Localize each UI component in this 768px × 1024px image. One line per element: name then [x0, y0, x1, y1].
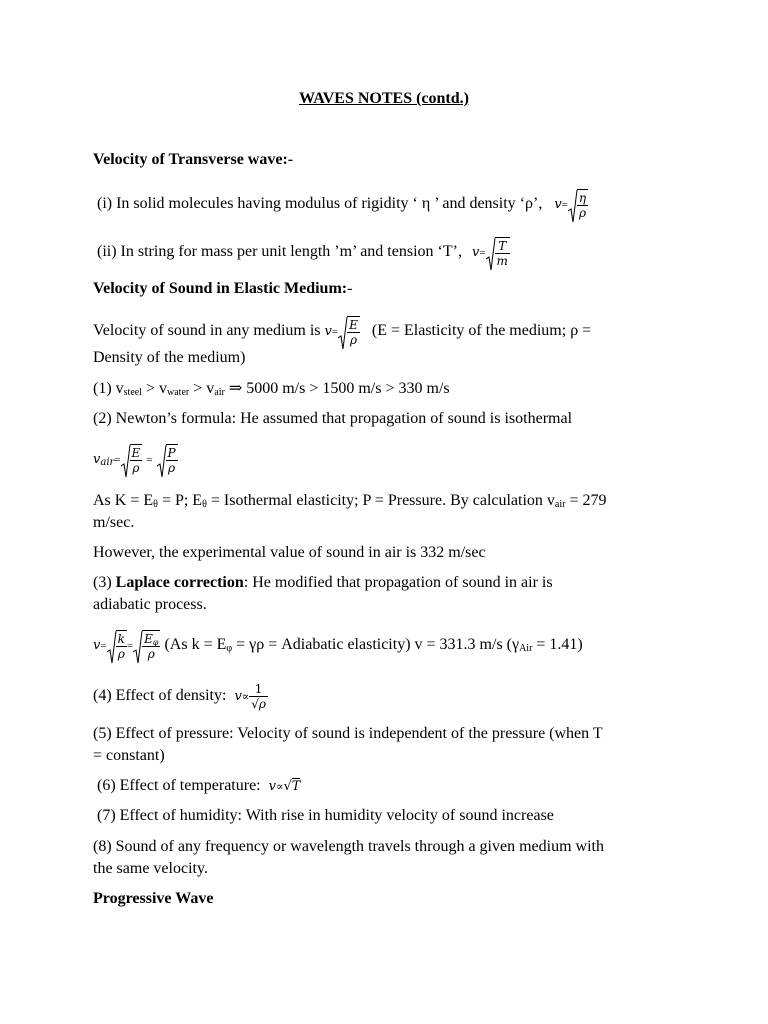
frac-num-E: E: [349, 318, 358, 332]
transverse-heading-text: Velocity of Transverse wave: [93, 151, 283, 168]
sub-phi: φ: [226, 643, 233, 655]
formula-eq: =: [100, 640, 107, 653]
sqrt-symbol: [121, 444, 143, 475]
formula-T: T: [291, 779, 301, 794]
formula-v: v: [471, 245, 480, 261]
formula-t-m: [471, 239, 510, 268]
point-3-prefix: (3): [93, 574, 116, 591]
formula-eq: =: [146, 454, 153, 467]
elastic-heading-suffix: -: [347, 280, 353, 297]
formula-eq: =: [331, 326, 339, 339]
transverse-item-1-text: (i) In solid molecules having modulus of rigidity ‘ η ’ and density ‘ρ’,: [97, 195, 543, 213]
point-6: [97, 775, 677, 798]
sqrt-symbol: [568, 189, 588, 220]
point-4: [93, 682, 673, 711]
transverse-heading: [93, 149, 673, 171]
newton-as-a: As K = E: [93, 492, 154, 509]
formula-v: v: [268, 779, 276, 794]
laplace-b: = γρ = Adiabatic elasticity) v = 331.3 m/s (γ: [232, 636, 520, 654]
progressive-wave-heading: Progressive Wave: [93, 890, 214, 907]
sqrt-symbol: [338, 316, 360, 347]
point-1-rest: ⇒ 5000 m/s > 1500 m/s > 330 m/s: [224, 380, 450, 397]
elastic-line-1: [93, 316, 673, 347]
point-3-line-2: adiabatic process.: [93, 596, 207, 613]
formula-eq: =: [126, 640, 134, 653]
point-3: [93, 572, 673, 594]
formula-temperature: [269, 777, 301, 794]
formula-eq: =: [561, 199, 568, 212]
point-6-text: (6) Effect of temperature:: [97, 777, 261, 794]
frac-phi-sub: φ: [152, 638, 159, 647]
point-5-line-1: (5) Effect of pressure: Velocity of sound is independent of the pressure (when T: [93, 725, 603, 742]
elastic-heading: [93, 278, 673, 300]
sub-theta: θ: [202, 499, 207, 510]
formula-e-rho: [324, 318, 364, 347]
sub-air-cap: Air: [519, 643, 533, 655]
point-8-line-1: (8) Sound of any frequency or wavelength travels through a given medium with: [93, 838, 604, 855]
frac-den-rho: ρ: [349, 333, 358, 347]
sqrt-symbol: [157, 444, 178, 475]
transverse-heading-suffix: :-: [282, 151, 294, 168]
point-4-text: (4) Effect of density:: [93, 687, 227, 705]
sub-steel: steel: [123, 387, 142, 398]
formula-air-sub: air: [100, 457, 115, 469]
frac-num-T: T: [495, 239, 510, 254]
frac-num-k: k: [117, 632, 125, 646]
newton-formula: [93, 444, 673, 475]
formula-v: v: [93, 638, 101, 654]
elastic-line-1-suffix: (E = Elasticity of the medium; ρ =: [371, 322, 592, 340]
sqrt-symbol: [107, 630, 127, 661]
frac-den-rho: ρ: [578, 206, 587, 220]
point-1-gt-1: > v: [141, 380, 168, 397]
newton-as-line-2: m/sec.: [93, 514, 135, 531]
newton-as-c: = Isothermal elasticity; P = Pressure. By calculation v: [206, 492, 555, 509]
transverse-item-2: [97, 237, 677, 268]
experimental-value: However, the experimental value of sound in air is 332 m/sec: [93, 544, 486, 561]
elastic-line-1-prefix: Velocity of sound in any medium is: [93, 322, 321, 340]
sub-air: air: [554, 499, 566, 510]
frac-num-P: P: [167, 446, 176, 460]
point-1: [93, 378, 673, 400]
newton-as-line-1: [93, 490, 673, 512]
point-2: (2) Newton’s formula: He assumed that propagation of sound is isothermal: [93, 410, 573, 427]
newton-as-b: = P; E: [157, 492, 203, 509]
frac-den-m: m: [496, 254, 508, 268]
frac-num-one: 1: [249, 682, 268, 697]
formula-sqrt-sym: √: [283, 779, 292, 794]
frac-num-E-phi: E: [144, 632, 153, 646]
frac-num-eta: η: [578, 191, 587, 205]
formula-v: v: [554, 197, 562, 213]
formula-eta-rho: [554, 191, 588, 220]
laplace-a: (As k = E: [164, 636, 227, 654]
formula-eq: =: [479, 247, 486, 260]
elastic-line-2: Density of the medium): [93, 349, 246, 366]
page-title: WAVES NOTES (contd.): [299, 90, 469, 107]
frac-den-rho: ρ: [147, 647, 155, 661]
frac-num-E: E: [131, 446, 141, 460]
point-3-rest: : He modified that propagation of sound in air is: [243, 574, 553, 591]
frac-den-sqrt-rho: √ρ: [251, 697, 266, 711]
point-1-gt-2: > v: [189, 380, 215, 397]
newton-as-d: = 279: [565, 492, 607, 509]
formula-density: [234, 682, 268, 711]
elastic-heading-text: Velocity of Sound in Elastic Medium:: [93, 280, 348, 297]
point-3-bold: Laplace correction: [115, 574, 244, 591]
sub-air: air: [214, 387, 225, 398]
laplace-formula: [93, 630, 673, 661]
point-8-line-2: the same velocity.: [93, 860, 208, 877]
sqrt-symbol: [133, 630, 160, 661]
transverse-item-2-text: (ii) In string for mass per unit length ’m’ and tension ‘T’,: [97, 243, 462, 261]
formula-propto: ∝: [275, 781, 284, 793]
point-5-line-2: = constant): [93, 747, 165, 764]
formula-eq: =: [114, 454, 121, 467]
transverse-item-1: [97, 189, 677, 220]
formula-v: v: [234, 689, 242, 705]
frac-den-rho: ρ: [132, 461, 140, 475]
sqrt-symbol: [486, 237, 510, 268]
laplace-c: = 1.41): [532, 636, 583, 654]
frac-den-rho: ρ: [168, 461, 176, 475]
point-1-prefix: (1) v: [93, 380, 124, 397]
sub-water: water: [167, 387, 190, 398]
formula-v: v: [324, 324, 332, 340]
formula-v-air: v: [93, 452, 101, 468]
formula-propto: ∝: [241, 691, 250, 704]
sub-theta: θ: [153, 499, 158, 510]
point-7: (7) Effect of humidity: With rise in humidity velocity of sound increase: [97, 807, 554, 824]
frac-den-rho: ρ: [117, 647, 125, 661]
